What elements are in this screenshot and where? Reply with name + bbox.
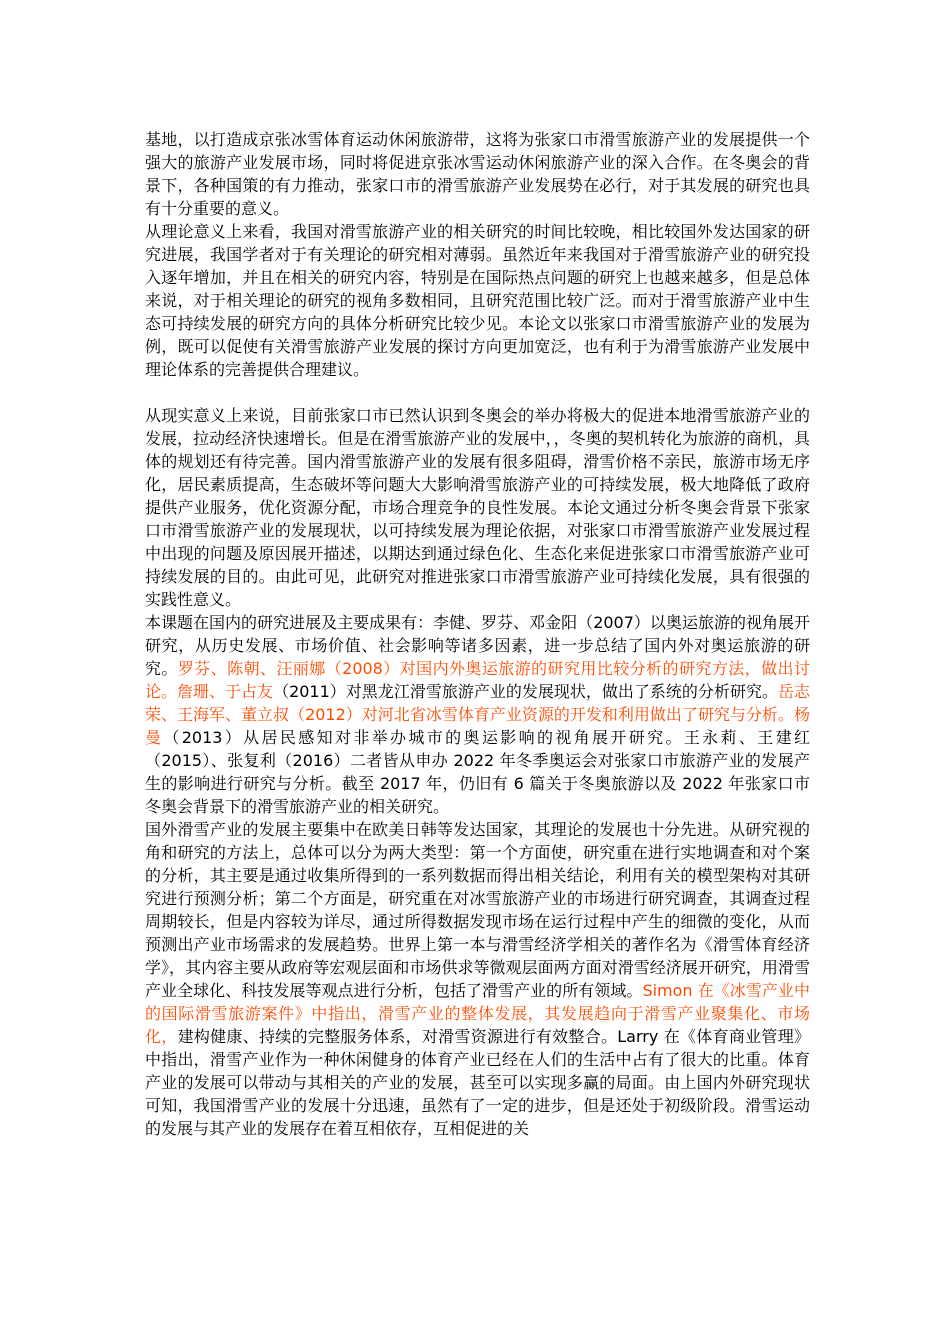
- text-run: 从现实意义上来说，目前张家口市已然认识到冬奥会的举办将极大的促进本地滑雪旅游产业的发展，拉动经济快速增长。但是在滑雪旅游产业的发展中，，冬奥的契机转化为旅游的商机，具体的规划还有待完善。国内滑雪旅游产业的发展有很多阻碍，滑雪价格不亲民，旅游市场无序化，居民素质提高，生态破坏等问题大大影响滑雪旅游产业的可持续发展，极大地降低了政府提供产业服务，优化资源分配，市场合理竞争的良性发展。本论文通过分析冬奥会背景下张家口市滑雪旅游产业的发展现状，以可持续发展为理论依据，对张家口市滑雪旅游产业发展过程中出现的问题及原因展开描述，以期达到通过绿色化、生态化来促进张家口市滑雪旅游产业可持续发展的目的。由此可见，此研究对推进张家口市滑雪旅游产业可持续化发展，具有很强的实践性意义。: [145, 406, 810, 609]
- highlighted-text-run: 罗芬、陈朝、汪丽娜（2008）对国内外奥运旅游的研究用比较分析的研究方法，做出讨论。詹珊、于占友: [145, 659, 810, 701]
- paragraph-practical-significance: [145, 404, 810, 611]
- paragraph-background: [145, 128, 810, 220]
- blank-line: [145, 381, 810, 404]
- highlighted-text-run: Simon 在《冰雪产业中的国际滑雪旅游案件》中指出，滑雪产业的整体发展，其发展趋向于滑雪产业聚集化、市场化，: [145, 981, 810, 1046]
- paragraph-theoretical-significance: [145, 220, 810, 381]
- paragraph-foreign-research: [145, 818, 810, 1140]
- text-run: 本课题在国内的研究进展及主要成果有：李健、罗芬、邓金阳（2007）以奥运旅游的视角展开研究，从历史发展、市场价值、社会影响等诸多因素，进一步总结了国内外对奥运旅游的研究。: [145, 613, 810, 678]
- text-run: （2013）从居民感知对非举办城市的奥运影响的视角展开研究。王永莉、王建红（2015）、张复利（2016）二者皆从申办 2022 年冬季奥运会对张家口市旅游产业的发展产生的影响进行研究与分析。截至 2017 年，仍旧有 6 篇关于冬奥旅游以及 2022 年张家口市冬奥会背景下的滑雪旅游产业的相关研究。: [145, 728, 810, 816]
- text-run: 国外滑雪产业的发展主要集中在欧美日韩等发达国家，其理论的发展也十分先进。从研究视的角和研究的方法上，总体可以分为两大类型：第一个方面使，研究重在进行实地调查和对个案的分析，其主要是通过收集所得到的一系列数据而得出相关结论，利用有关的模型架构对其研究进行预测分析；第二个方面是，研究重在对冰雪旅游产业的市场进行研究调查，其调查过程周期较长，但是内容较为详尽，通过所得数据发现市场在运行过程中产生的细微的变化，从而预测出产业市场需求的发展趋势。世界上第一本与滑雪经济学相关的著作名为《滑雪体育经济学》，其内容主要从政府等宏观层面和市场供求等微观层面两方面对滑雪经济展开研究，用滑雪产业全球化、科技发展等观点进行分析，包括了滑雪产业的所有领域。: [145, 820, 810, 1000]
- text-run: 基地，以打造成京张冰雪体育运动休闲旅游带，这将为张家口市滑雪旅游产业的发展提供一个强大的旅游产业发展市场，同时将促进京张冰雪运动休闲旅游产业的深入合作。在冬奥会的背景下，各种国策的有力推动，张家口市的滑雪旅游产业发展势在必行，对于其发展的研究也具有十分重要的意义。: [145, 130, 810, 218]
- text-run: 从理论意义上来看，我国对滑雪旅游产业的相关研究的时间比较晚，相比较国外发达国家的研究进展，我国学者对于有关理论的研究相对薄弱。虽然近年来我国对于滑雪旅游产业的研究投入逐年增加，并且在相关的研究内容，特别是在国际热点问题的研究上也越来越多，但是总体来说，对于相关理论的研究的视角多数相同，且研究范围比较广泛。而对于滑雪旅游产业中生态可持续发展的研究方向的具体分析研究比较少见。本论文以张家口市滑雪旅游产业的发展为例，既可以促使有关滑雪旅游产业发展的探讨方向更加宽泛，也有利于为滑雪旅游产业发展中理论体系的完善提供合理建议。: [145, 222, 810, 379]
- document-page: [145, 128, 810, 1140]
- text-run: 建构健康、持续的完整服务体系，对滑雪资源进行有效整合。Larry 在《体育商业管理》中指出，滑雪产业作为一种休闲健身的体育产业已经在人们的生活中占有了很大的比重。体育产业的发展可以带动与其相关的产业的发展，甚至可以实现多赢的局面。由上国内外研究现状可知，我国滑雪产业的发展十分迅速，虽然有了一定的进步，但是还处于初级阶段。滑雪运动的发展与其产业的发展存在着互相依存，互相促进的关: [145, 1027, 810, 1138]
- paragraph-domestic-research: [145, 611, 810, 818]
- highlighted-text-run: 岳志荣、王海军、董立叔（2012）对河北省冰雪体育产业资源的开发和利用做出了研究与分析。杨曼: [145, 682, 810, 747]
- text-run: （2011）对黑龙江滑雪旅游产业的发展现状，做出了系统的分析研究。: [273, 682, 778, 701]
